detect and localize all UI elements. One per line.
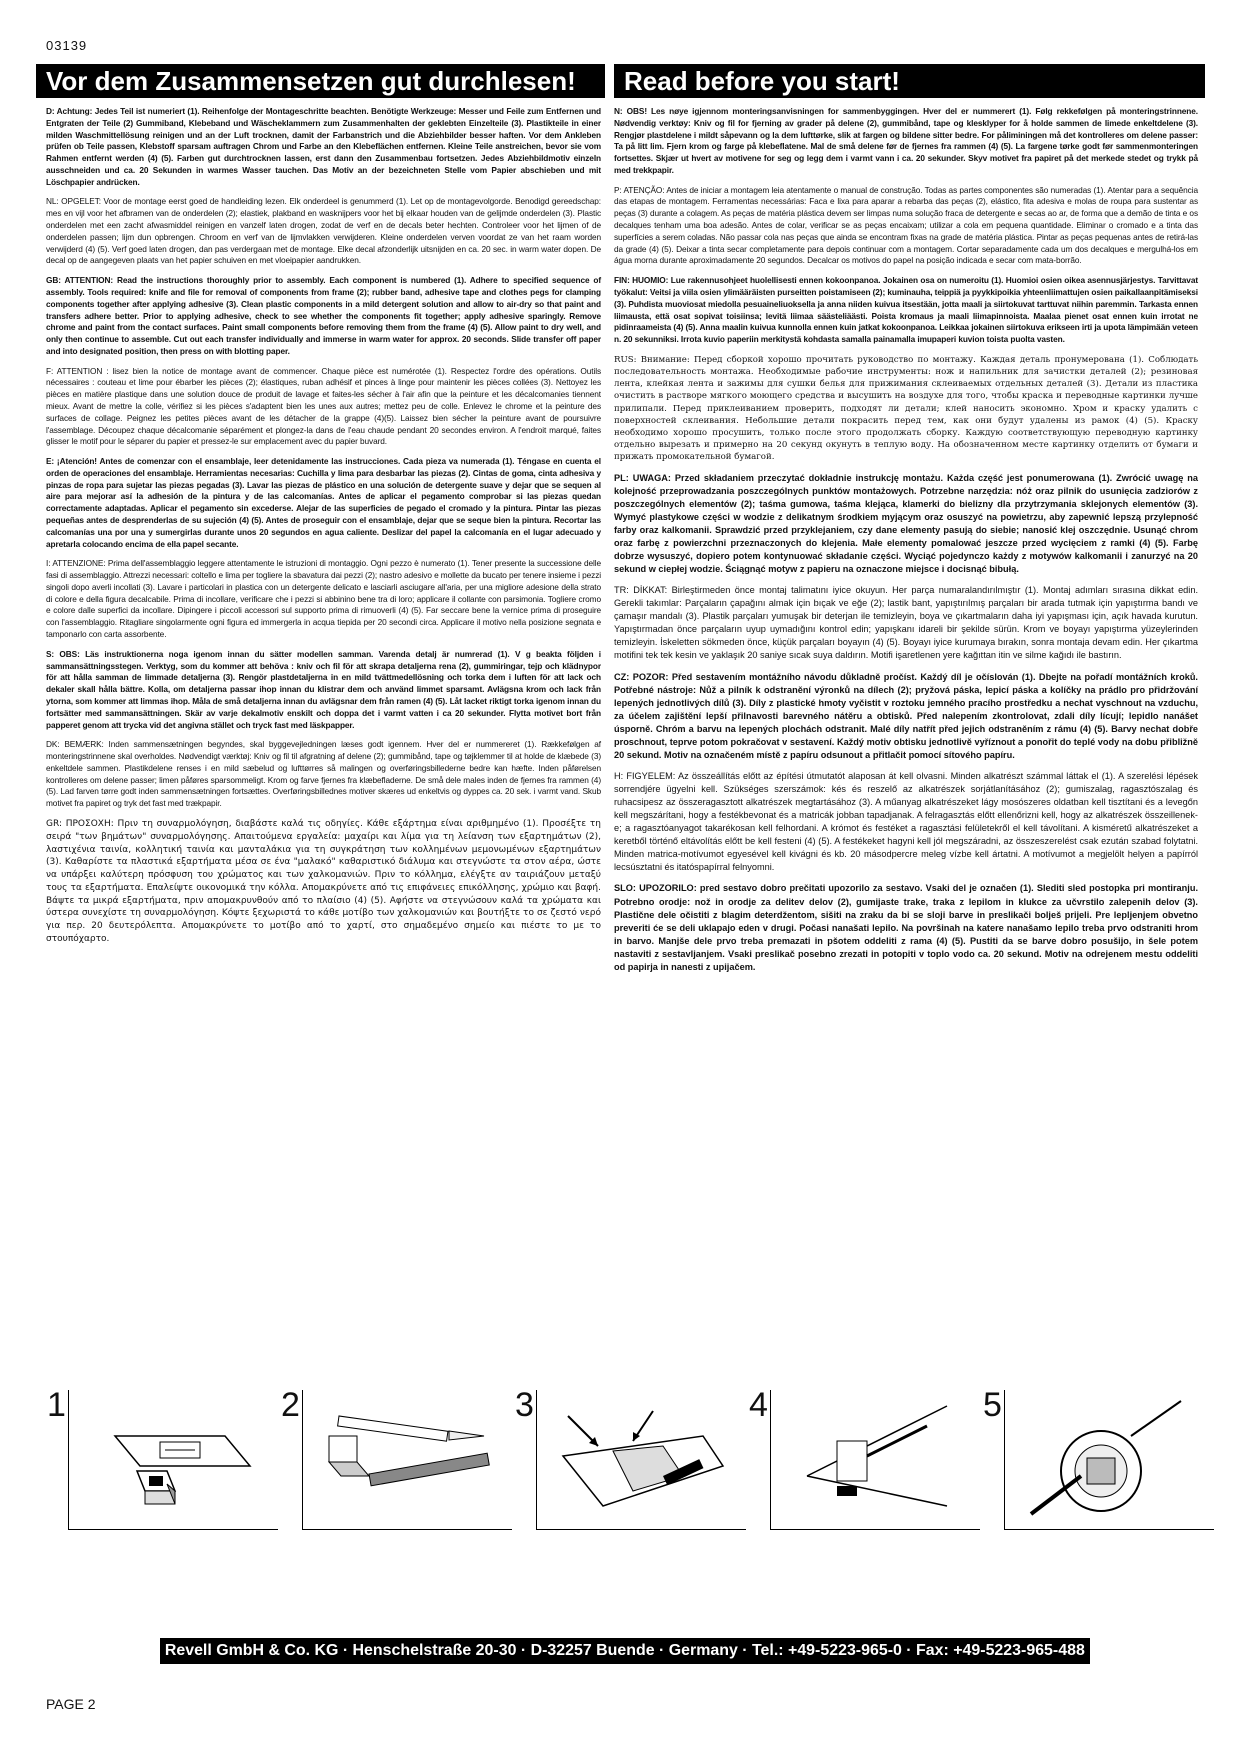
paragraph-tr: TR: DİKKAT: Birleştirmeden önce montaj talimatını iyice okuyun. Her parça numaralandırılmıştır (1). Montaj adımları sırasına dikkat edin. Gerekli takımlar: Parçaların çapağını almak için bıçak ve eğe (2); lastik bant, yapıştırılmış parçaları bir arada tutmak için yapıştırma bandı ve çamaşır mandalı (3). Plastik parçaları yumuşak bir deterjan ile temizleyin, boya ve çıkartmaların daha iyi yapışması için, açık havada kurutun. Yapıştırmadan önce parçaların uyup uymadığını kontrol edin; yapışkanı idareli bir şekilde sürün. Krom ve boyayı yapıştırma yüzeylerinden temizleyin. İskeletten sökmeden önce, küçük parçaları boyayın (4) (5). Boyayı iyice kurumaya bırakın, sonra montaja devam edin. Her çıkartma motifini tek tek kesin ve yaklaşık 20 saniye sıcak suya daldırın. Motifi işaretlenen yere kağıttan itin ve silme kağıdı ile bastırın. xyxy=(614,585,1198,661)
page-number: PAGE 2 xyxy=(46,1696,96,1712)
paragraph-i: I: ATTENZIONE: Prima dell'assemblaggio leggere attentamente le istruzioni di montaggio. Ogni pezzo è numerato (1). Tener presente la successione delle fasi di assemblaggio. Attrezzi necessari: coltello e lima per togliere la sbavatura dai pezzi (2); nastro adesivo e mollette da bucato per tenere insieme i pezzi singoli dopo averli incollati (3). Lavare i particolari in plastica con un detergente delicato e lasciarli asciugare all'aria, per una migliore adesione della strato di colore e della figura decalcabile. Prima di incollare, verificare che i pezzi si abbinino bene tra di loro; applicare il collante con parsimonia. Togliere cromo e colore dalle superfici da incollare. Dipingere i piccoli accessori sul supporto prima di rimuoverli (4) (5). Far seccare bene la vernice prima di proseguire con l'assemblaggio. Ritagliare singolarmente ogni figura ed immergerla in acqua tiepida per 20 secondi circa. Applicare il motivo nella posizione segnata e tamponarlo con carta assorbente. xyxy=(46,558,601,640)
step-5 xyxy=(983,1386,1214,1530)
knife-file-illustration xyxy=(309,1396,499,1520)
paragraph-f: F: ATTENTION : lisez bien la notice de montage avant de commencer. Chaque pièce est numérotée (1). Respectez l'ordre des opérations. Outils nécessaires : couteau et lime pour ébarber les pièces (2); élastiques, ruban adhésif et pinces à linge pour maintenir les pièces collées (3). Nettoyez les pièces en matière plastique dans une solution douce de produit de lavage et faites-les sécher à l'air afin que la peinture et les décalcomanies tiennent mieux. Avant de mettre la colle, vérifiez si les pièces s'adaptent bien les unes aux autres; mettez peu de colle. Enlevez le chrome et la peinture des surfaces de collage. Peignez les petites pièces avant de les détacher de la grappe (4)(5). Laissez bien sécher la peinture avant de poursuivre l'assemblage. Découpez chaque décalcomanie séparément et plongez-la dans de l'eau chaude pendant 20 secondes environ. A l'endroit marqué, faites glisser le motif pour le séparer du papier et pressez-le sur emplacement avec du papier buvard. xyxy=(46,365,601,447)
step-number: 2 xyxy=(281,1386,300,1424)
step-number: 3 xyxy=(515,1386,534,1424)
paragraph-fin: FIN: HUOMIO: Lue rakennusohjeet huolellisesti ennen kokoonpanoa. Jokainen osa on numeroitu (1). Huomioi osien oikea asennusjärjestys. Tarvittavat työkalut: Veitsi ja viila osien ylimääräisten purseitten poistamiseen (2); kuminauha, teippiä ja pyykkipoikia yhteenliimattujen osien paikallaanpitämiseksi (3). Puhdista muoviosat miedolla pesuaineliuoksella ja anna niiden kuivua itsestään, jotta maali ja siirtokuvat tarttuvat niihin paremmin. Tarkasta ennen liimausta, että osat sopivat toisiinsa; levitä liimaa säästeliäästi. Poista kromaus ja maali liimapinnoista. Maalaa pienet osat ennen kuin irrotat ne pidinraameista (4) (5). Anna maalin kuivua kunnolla ennen kuin jatkat kokoonpanoa. Leikkaa jokainen siirtokuva erikseen irti ja upota lämpimään veteen n. 20 sekunniksi. Irrota kuvio paperiin merkitystä kohdasta samalla painamalla imupaperi kuvion toista puolta vasten. xyxy=(614,275,1198,345)
document-code: 03139 xyxy=(46,38,88,53)
paragraph-n: N: OBS! Les nøye igjennom monteringsanvisningen for sammenbyggingen. Hver del er nummerert (1). Følg rekkefølgen på monteringstrinnene. Nødvendig verktøy: Kniv og fil for fjerning av grader på delene (2), gummibånd, tape og klesklyper for å holde sammen de limede enkeltdelene (3). Rengjør plastdelene i mildt såpevann og la dem lufttørke, slik at fargen og bildene sitter bedre. For påliminingen må det kontrolleres om delene passer: Ta på litt lim. Fjern krom og farge på klebeflatene. Mal de små delene før de fjernes fra rammen (4) (5). La fargene tørke godt før sammenmonteringen fortsettes. Skjær ut hvert av motivene for seg og legg dem i varmt vann i ca. 20 sekunder. Skyv motivet fra papiret på det merkede stedet og trykk på med trekkpapir. xyxy=(614,106,1198,175)
paragraph-slo: SLO: UPOZORILO: pred sestavo dobro prečitati upozorilo za sestavo. Vsaki del je označen (1). Slediti sled postopka pri montiranju. Potrebno orodje: nož in orodje za delitev delov (2), gumijaste trake, traka z lepilom in klukce za učvrstilo zalepenih delov (3). Plastične dele očistiti z blagim deterdžentom, sišiti na zraku da bi se sloji barve in preslikači bolješ prijeli. Pre lepljenjem obvetno preveriti će se deli uklapajo eden v drugi. Počasi nanašati lepilo. Na površinah na katere nanašamo lepilo treba prvo odstraniti hrom in barvo. Manjše dele prvo treba premazati in pšotem oddeliti z rama (4) (5). Pustiti da se barve dobro posušijo, in šele potem nastaviti z sestavljanjem. Vsaki preslikač posebno zrezati in potopiti v toplo vodo ca. 20 sekund. Motiv na odrejenem mestu oddeliti od papirja in nanesti z upijačem. xyxy=(614,883,1198,972)
paragraph-p: P: ATENÇÃO: Antes de iniciar a montagem leia atentamente o manual de construção. Todas as partes componentes são numeradas (1). Atentar para a sequência das etapas de montagem. Ferramentas necessárias: Faca e lixa para aparar a rebarba das peças (2), elástico, fita adesiva e molas de roupa para sustentar as peças (3) durante a colagem. As peças de matéria plástica devem ser limpas numa solução fraca de detergente e secas ao ar, de forma que a demão de tinta e os decalques tenham uma boa adesão. Antes de colar, verificar se as peças encaixam; utilizar a cola em pequena quantidade. Eliminar o cromado e a tinta das superfícies a serem coladas. Não passar cola nas peças que ainda se encontram fixas na grade de matéria plástica. Pintar as peças pequenas antes de retirá-las da grade (4) (5). Deixar a tinta secar completamente para depois continuar com a montagem. Cortar separadamente cada um dos decalques e mergulhá-los em água morna durante aproximadamente 20 segundos. Decalcar os motivos do papel na posição indicada e secar com mata-borrão. xyxy=(614,184,1198,266)
header-german: Vor dem Zusammensetzen gut durchlesen! xyxy=(36,64,605,98)
paragraph-pl: PL: UWAGA: Przed składaniem przeczytać dokładnie instrukcję montażu. Każda część jest ponumerowana (1). Zwrócić uwagę na kolejność przeprowadzania poszczególnych punktów montażowych. Potrzebne narzędzia: nóż oraz pilnik do usunięcia zadziorów z poszczególnych elementów (2); taśma gumowa, taśma klejąca, klamerki do bielizny dla przytrzymania sklejonych elementów (3). Wymyć plastykowe części w wodzie z delikatnym środkiem myjącym oraz osuszyć na powietrzu, aby zapewnić lepszą przylepność farby oraz kalkomanii. Sprawdzić przed przyklejaniem, czy dane elementy pasują do siebie; nanosić klej oszczędnie. Usunąć chrom oraz farbę z powierzchni przeznaczonych do klejenia. Małe elementy pomalować jeszcze przed wycięciem z ramki (4) (5). Farbę dobrze wysuszyć, dopiero potem kontynuować składanie części. Wyciąć pojedynczo każdy z motywów kalkomanii i zanurzyć na 20 sekund w ciepłej wodzie. Ściągnąć motyw z papieru na oznaczone miejsce i docisnąć bibułą. xyxy=(614,472,1198,575)
step-number: 5 xyxy=(983,1386,1002,1424)
step-number: 4 xyxy=(749,1386,768,1424)
paragraph-rus: RUS: Внимание: Перед сборкой хорошо прочитать руководство по монтажу. Каждая деталь пронумерована (1). Соблюдать последовательность монтажа. Необходимые рабочие инструменты: нож и напильник для зачистки деталей (2); резиновая лента, клейкая лента и зажимы для сушки белья для прижимания склеиваемых отдельных деталей (3). Детали из пластика очистить в растворе мягкого моющего средства и высушить на воздухе для того, чтобы краска и переводные картинки лучше прилипали. Перед приклеиванием проверить, подходят ли детали; клей наносить экономно. Хром и краску удалить с поверхностей склеивания. Небольшие детали покрасить перед тем, как они будут удалены из рамок (4) (5). Краску необходимо хорошо просушить, только после этого продолжать сборку. Каждую соответствующую переводную картинку отдельно вырезать и примерно на 20 секунд окунуть в теплую воду. На обозначенном месте картинку отделить от бумаги и прижать промокательной бумагой. xyxy=(614,354,1198,463)
clamping-illustration xyxy=(543,1396,733,1520)
paragraph-nl: NL: OPGELET: Voor de montage eerst goed de handleiding lezen. Elk onderdeel is genummerd (1). Let op de montagevolgorde. Benodigd gereedschap: mes en vijl voor het afbramen van de onderdelen (2); elastiek, plakband en wasknijpers voor het bij elkaar houden van de gelijmde onderdelen (3). Plastic onderdelen met een zacht afwasmiddel reinigen en vanzelf laten drogen, zodat de verf en de decals beter hechten. Controleer voor het lijmen of de onderdelen passen; lijm dun opbrengen. Chroom en verf van de lijmvlakken verwijderen. Kleine onderdelen verven voordat ze van het raam worden verwijderd (4) (5). Verf goed laten drogen, dan pas verdergaan met de montage. Elke decal afzonderlijk uitsnijden en ca. 20 sec. in warm water dopen. De decal op de aangegeven plaats van het papier schuiven en met vloeipapier aandrukken. xyxy=(46,196,601,266)
right-column xyxy=(614,106,1198,982)
paragraph-gb: GB: ATTENTION: Read the instructions thoroughly prior to assembly. Each component is numbered (1). Adhere to specified sequence of assembly. Tools required: knife and file for removal of components from frame (2); rubber band, adhesive tape and clothes pegs for clamping components together after applying adhesive (3). Clean plastic components in a mild detergent solution and allow to air-dry so that paint and transfers adhere better. Prior to applying adhesive, check to see whether the components fit together; apply adhesive sparingly. Remove chrome and paint from the contact surfaces. Paint small components before removing them from the frame (4) (5). Allow paint to dry well, and only then continue to assemble. Cut out each transfer individually and immerse in warm water for approx. 20 seconds. Slide transfer off paper and into designated position, then press on with blotting paper. xyxy=(46,275,601,356)
step-4 xyxy=(749,1386,980,1530)
numbered-part-illustration xyxy=(75,1396,265,1520)
paragraph-cz: CZ: POZOR: Před sestavením montážního návodu důkladně pročíst. Každý díl je očíslován (1). Dbejte na pořadí montážních kroků. Potřebné nástroje: Nůž a pilník k odstranění výronků na dílech (2); pryžová páska, lepicí páska a kolíčky na prádlo pro přidržování lepených jednotlivých dílů (3). Díly z plastické hmoty vyčistit v roztoku jemného pracího prostředku a nechat vyschnout na vzduchu, za účelem zajištění lepší přilnavosti barevného nátěru a obtisků. Před nalepením zkontrolovat, zdali díly lícují; lepidlo nanášet úsporně. Chróm a barvu na lepených plochách odstranit. Malé díly natřít před jejich odstraněním z rámu (4) (5). Barvy nechat dobře proschnout, teprve potom pokračovat v sestavení. Každý motiv obtisku jednotlivě vyříznout a ponořit do teplé vody na dobu přibližně 20 sekund. Motiv na označeném místě z papíru odsunout a přitlačit pomocí sítového papíru. xyxy=(614,671,1198,760)
step-number: 1 xyxy=(47,1386,66,1424)
paragraph-de: D: Achtung: Jedes Teil ist numeriert (1). Reihenfolge der Montageschritte beachten. Benötigte Werkzeuge: Messer und Feile zum Entfernen und Entgraten der Teile (2) Gummiband, Klebeband und Wäscheklammern zum Zusammenhalten der geklebten Einzelteile (3). Plastikteile in einer milden Waschmittellösung reinigen und an der Luft trocknen, damit der Farbanstrich und die Abziehbilder besser haften. Vor dem Ankleben prüfen ob Teile passen, Klebstoff sparsam auftragen Chrom und Farbe an den Klebeflächen entfernen. Kleine Teile anstreichen, bevor sie vom Rahmen entfernt werden (4) (5). Farben gut durchtrocknen lassen, erst dann den Zusammenbau fortsetzen. Jedes Abziehbildmotiv einzeln ausschneiden und ca. 20 Sekunden in warmes Wasser tauchen. Das Motiv an der bezeichneten Stelle vom Papier abschieben und mit Löschpapier andrücken. xyxy=(46,106,601,187)
paragraph-s: S: OBS: Läs instruktionerna noga igenom innan du sätter modellen samman. Varenda detalj är numrerad (1). V g beakta följden i sammansättningsstegen. Verktyg, som du kommer att behöva : kniv och fil för att skrapa detaljerna rena (2), gummiringar, tejp och klädnypor för att hålla samman de limmade detaljerna (3). Rengör plastdetaljerna in en mild tvättmedellösning och torka dem i luften för att lack och dekaler skall hålla bättre. Kolla, om detaljerna passar ihop innan du klistrar dem och använd limmet sparsamt. Avlägsna krom och lack från ytorna, som kommer att limmas ihop. Måla de små detaljerna innan du avlägsnar dem från ramen (4) (5). Låt lacket riktigt torka igenom innan du fortsätter med sammansättningen. Skär av varje dekalmotiv enskilt och doppa det i varmt vatten i ca 20 sekunder. Flytta motivet bort från papperet genom att trycka vid det angivna stället och tryck fast med läskpapper. xyxy=(46,648,601,730)
paragraph-dk: DK: BEMÆRK: Inden sammensætningen begyndes, skal byggevejledningen læses godt igennem. Hver del er nummereret (1). Rækkefølgen af monteringstrinnene skal overholdes. Nødvendigt værktøj: Kniv og fil til afgratning af delene (2); gummibånd, tape og tøjklemmer til at holde de klæbede (3) enkeltdele sammen. Plastikdelene renses i en mild sæbelud og lufttørres så malingen og overføringsbillederne bedre kan hæfte. Inden påførelsen kontrolleres om delene passer; limen påføres sparsommeligt. Krom og farve fjernes fra klæbefladerne. De små dele males inden de fjernes fra rammen (4) (5). Lad farven tørre godt inden sammensætningen fortsættes. Overføringsbillednes motiver skæres ud enkeltvis og dyppes ca. 20 sek. i varmt vand. Skub motivet fra papiret og tryk det fast med trækpapir. xyxy=(46,739,601,809)
left-column xyxy=(46,106,601,954)
paragraph-gr: GR: ΠΡΟΣΟΧΗ: Πριν τη συναρμολόγηση, διαβάστε καλά τις οδηγίες. Κάθε εξάρτημα είναι αριθμημένο (1). Προσέξτε τη σειρά "των βημάτων" συναρμολόγησης. Απαιτούμενα εργαλεία: μαχαίρι και λίμα για τη λείανση των εξαρτημάτων (2), λαστιχένια ταινία, κολλητική ταινία και μανταλάκια για τη συγκράτηση των κολλημένων μεμονωμένων εξαρτημάτων (3). Καθαρίστε τα πλαστικά εξαρτήματα μέσα σε ένα "μαλακό" καθαριστικό διάλυμα και στεγνώστε τα στον αέρα, ώστε να υπάρξει καλύτερη πρόσφυση του χρώματος και των χαλκομανιών. Πριν το κόλλημα, ελέγξτε αν ταιριάζουν μεταξύ τους τα εξαρτήματα. Επαλείψτε οικονομικά την κόλλα. Απομακρύνετε από τις επιφάνειες επικόλλησης, χρώμιο και βαφή. Βάψτε τα μικρά εξαρτήματα, πριν απομακρυνθούν από το πλαίσιο (4) (5). Αφήστε να στεγνώσουν καλά τα χρώματα και ύστερα συνεχίστε τη συναρμολόγηση. Κόψτε ξεχωριστά το κάθε μοτίβο των χαλκομανιών και βουτήξτε το σε ζεστό νερό για περ. 20 δευτερόλεπτα. Απομακρύνετε το μοτίβο από το χαρτί, στο σημαδεμένο σημείο και πιέστε το με το στουπόχαρτο. xyxy=(46,818,601,944)
company-footer: Revell GmbH & Co. KG · Henschelstraße 20-30 · D-32257 Buende · Germany · Tel.: +49-5223-965-0 · Fax: +49-5223-965-488 xyxy=(160,1638,1090,1664)
step-3 xyxy=(515,1386,746,1530)
paragraph-e: E: ¡Atención! Antes de comenzar con el ensamblaje, leer detenidamente las instrucciones. Cada pieza va numerada (1). Téngase en cuenta el orden de operaciones del ensamblaje. Herramientas necesarias: Cuchilla y lima para desbarbar las piezas (2). Cintas de goma, cinta adhesiva y pinzas de ropa para sujetar las piezas pegadas (3). Lavar las piezas de plástico en una solución de detergente suave y dejar que se sequen al aire para mejorar así la adhesión de la pintura y de las calcomanías. Antes de aplicar el pegamento comprobar si las piezas quedan correctamente adaptadas. Aplicar el pegamento sin excederse. Alejar de las superficies de pegado el cromado y la pintura. Pintar las piezas pequeñas antes de desprenderlas de su sujeción (4) (5). Antes de proseguir con el ensamblaje, dejar que se seque bien la pintura. Recortar las calcomanías una por una y sumergirlas durante unos 20 segundos en agua caliente. Deslizar del papel la calcomanía en el lugar adecuado y apretarla colocando encima de ella papel secante. xyxy=(46,456,601,549)
header-english: Read before you start! xyxy=(614,64,1205,98)
step-1 xyxy=(47,1386,278,1530)
decal-illustration xyxy=(1011,1396,1201,1520)
painting-illustration xyxy=(777,1396,967,1520)
step-illustrations xyxy=(46,1386,1206,1530)
step-2 xyxy=(281,1386,512,1530)
paragraph-h: H: FIGYELEM: Az összeállítás előtt az építési útmutatót alaposan át kell olvasni. Minden alkatrészt számmal láttak el (1). A szerelési lépések sorrendjére ügyelni kell. Szükséges szerszámok: kés és reszelő az alkatrészek sorjátlanításához (2); gumiszalag, ragasztószalag és ruhacsipesz az összeragasztott alkatrészek megtartásához (3). A műanyag alkatrészeket lágy mosószeres oldatban kell tisztítani és a levegőn kell megszárítani, hogy a festékbevonat és a matricák jobban tapadjanak. A felragasztás előtt ellenőrizni kell, hogy az alkatrészek összeillenek-e; a ragasztóanyagot takarékosan kell felhordani. A krómot és festéket a ragasztási felületekről el kell távolítani. A kisméretű alkatrészeket a keretből történő eltávolítás előtt be kell festeni (4) (5). A festékeket hagyni kell jól megszáradni, az összeszerelést csak ezután szabad folytatni. Minden matrica-motívumot egyesével kell kivágni és kb. 20 másodpercre meleg vízbe kell ártatni. A motívumot a megjelölt helyen a papírról lecsúsztatni és itatóspapírral felnyomni. xyxy=(614,770,1198,873)
